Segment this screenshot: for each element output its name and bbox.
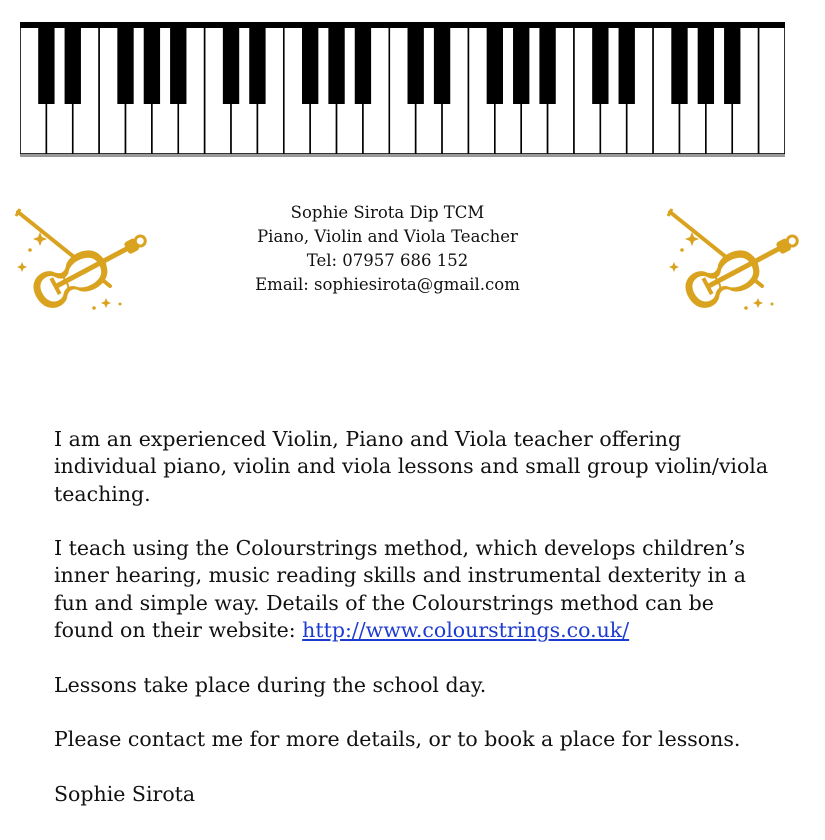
black-key	[302, 26, 318, 104]
black-key	[539, 26, 555, 104]
black-key	[724, 26, 740, 104]
keyboard-top-bar	[20, 22, 785, 28]
black-key	[249, 26, 265, 104]
black-key	[328, 26, 344, 104]
violin-drawing	[668, 209, 806, 315]
black-key	[698, 26, 714, 104]
teacher-role: Piano, Violin and Viola Teacher	[257, 227, 518, 246]
violin-drawing	[16, 209, 154, 315]
black-key	[223, 26, 239, 104]
black-key	[355, 26, 371, 104]
black-key	[408, 26, 424, 104]
contact-block	[195, 201, 580, 297]
black-key	[144, 26, 160, 104]
black-key	[38, 26, 54, 104]
intro-paragraph: I am an experienced Violin, Piano and Viola teacher offering individual piano, violin and viola lessons and small group violin/viola teaching.	[54, 427, 769, 506]
violin-icon	[662, 200, 807, 318]
keyboard-shadow	[20, 154, 785, 157]
signature: Sophie Sirota	[54, 781, 196, 806]
email-address: Email: sophiesirota@gmail.com	[255, 275, 520, 294]
phone-number: Tel: 07957 686 152	[306, 251, 469, 270]
black-key	[487, 26, 503, 104]
schedule-paragraph: Lessons take place during the school day.	[54, 672, 487, 697]
colourstrings-link[interactable]: http://www.colourstrings.co.uk/	[302, 618, 630, 643]
piano-keyboard-icon	[20, 22, 785, 159]
black-key	[619, 26, 635, 104]
black-key	[513, 26, 529, 104]
method-paragraph	[54, 535, 774, 644]
contact-paragraph: Please contact me for more details, or to book a place for lessons.	[54, 727, 741, 752]
black-key	[170, 26, 186, 104]
black-key	[434, 26, 450, 104]
black-key	[592, 26, 608, 104]
violin-icon	[10, 200, 155, 318]
white-key	[759, 26, 785, 154]
black-key	[671, 26, 687, 104]
black-key	[117, 26, 133, 104]
black-key	[65, 26, 81, 104]
method-text: I teach using the Colourstrings method, which develops children’s inner hearing, music reading skills and instrumental dexterity in a fun and simple way. Details of the Colourstrings method can be found on their website:	[54, 536, 746, 643]
letter-body	[54, 426, 774, 835]
teacher-name: Sophie Sirota Dip TCM	[290, 203, 485, 222]
